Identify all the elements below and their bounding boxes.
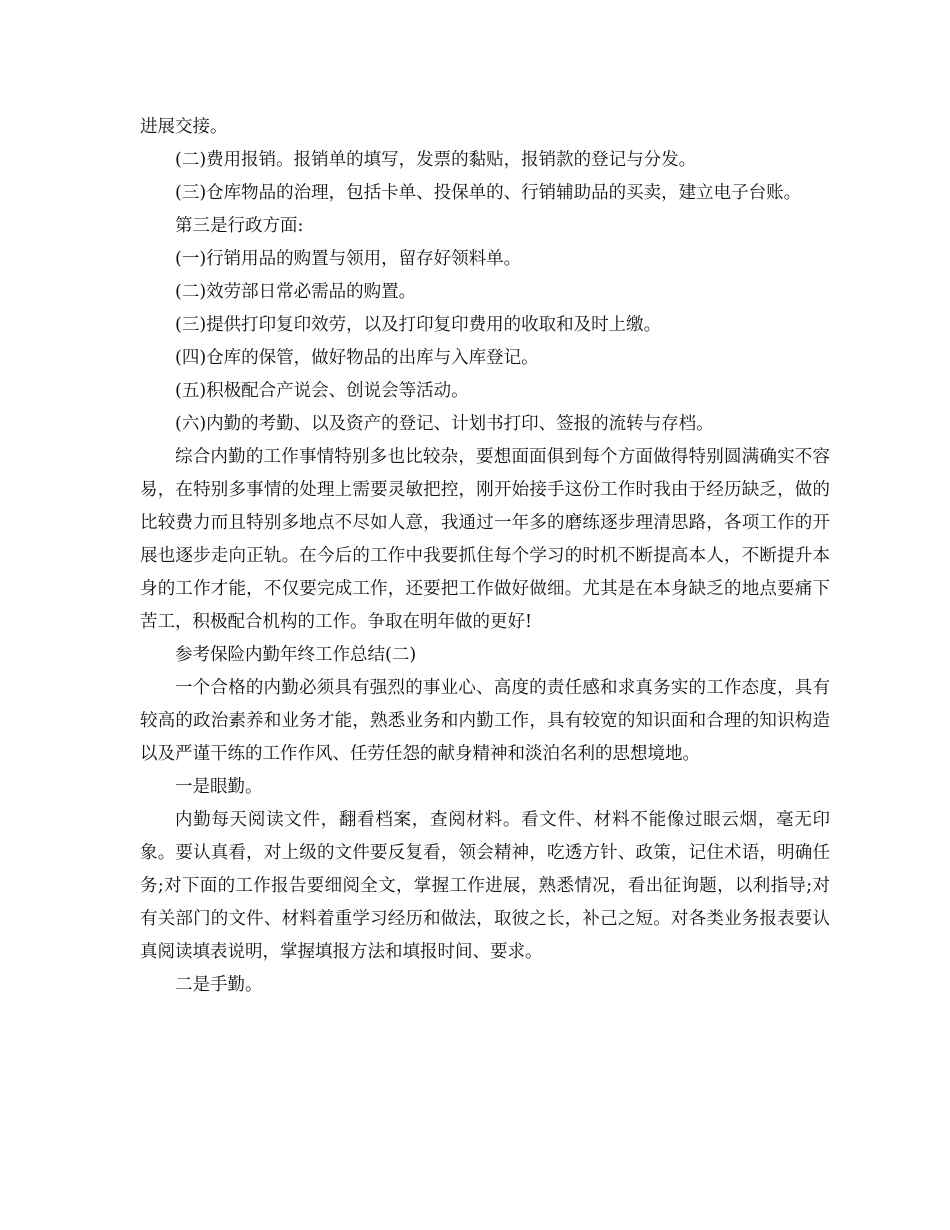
paragraph: 内勤每天阅读文件，翻看档案，查阅材料。看文件、材料不能像过眼云烟，毫无印象。要认真看，对上级的文件要反复看，领会精神，吃透方针、政策，记住术语，明确任务;对下面的工作报告要细阅全文，掌握工作进展，熟悉情况，看出征询题，以利指导;对有关部门的文件、材料着重学习经历和做法，取彼之长，补己之短。对各类业务报表要认真阅读填表说明，掌握填报方法和填报时间、要求。 [140, 810, 830, 962]
paragraph: (三)提供打印复印效劳，以及打印复印费用的收取和及时上缴。 [175, 315, 662, 335]
paragraph: (二)效劳部日常必需品的购置。 [175, 282, 417, 302]
section-heading: 二是手勤。 [175, 975, 263, 995]
paragraph: (四)仓库的保管，做好物品的出库与入库登记。 [175, 348, 539, 368]
paragraph: 一个合格的内勤必须具有强烈的事业心、高度的责任感和求真务实的工作态度，具有较高的政治素养和业务才能，熟悉业务和内勤工作，具有较宽的知识面和合理的知识构造以及严谨干练的工作作风、任劳任怨的献身精神和淡泊名利的思想境地。 [140, 678, 830, 764]
section-title: 参考保险内勤年终工作总结(二) [175, 645, 417, 665]
paragraph: 进展交接。 [140, 117, 228, 137]
section-heading: 第三是行政方面: [175, 216, 304, 236]
section-heading: 一是眼勤。 [175, 777, 263, 797]
paragraph: (三)仓库物品的治理，包括卡单、投保单的、行销辅助品的买卖，建立电子台账。 [175, 183, 802, 203]
paragraph: (五)积极配合产说会、创说会等活动。 [175, 381, 469, 401]
document-body [140, 111, 830, 1002]
paragraph: 综合内勤的工作事情特别多也比较杂，要想面面俱到每个方面做得特别圆满确实不容易，在特别多事情的处理上需要灵敏把控，刚开始接手这份工作时我由于经历缺乏，做的比较费力而且特别多地点不尽如人意，我通过一年多的磨练逐步理清思路，各项工作的开展也逐步走向正轨。在今后的工作中我要抓住每个学习的时机不断提高本人，不断提升本身的工作才能，不仅要完成工作，还要把工作做好做细。尤其是在本身缺乏的地点要痛下苦工，积极配合机构的工作。争取在明年做的更好! [140, 447, 830, 632]
paragraph: (二)费用报销。报销单的填写，发票的黏贴，报销款的登记与分发。 [175, 150, 697, 170]
paragraph: (六)内勤的考勤、以及资产的登记、计划书打印、签报的流转与存档。 [175, 414, 714, 434]
paragraph: (一)行销用品的购置与领用，留存好领料单。 [175, 249, 522, 269]
